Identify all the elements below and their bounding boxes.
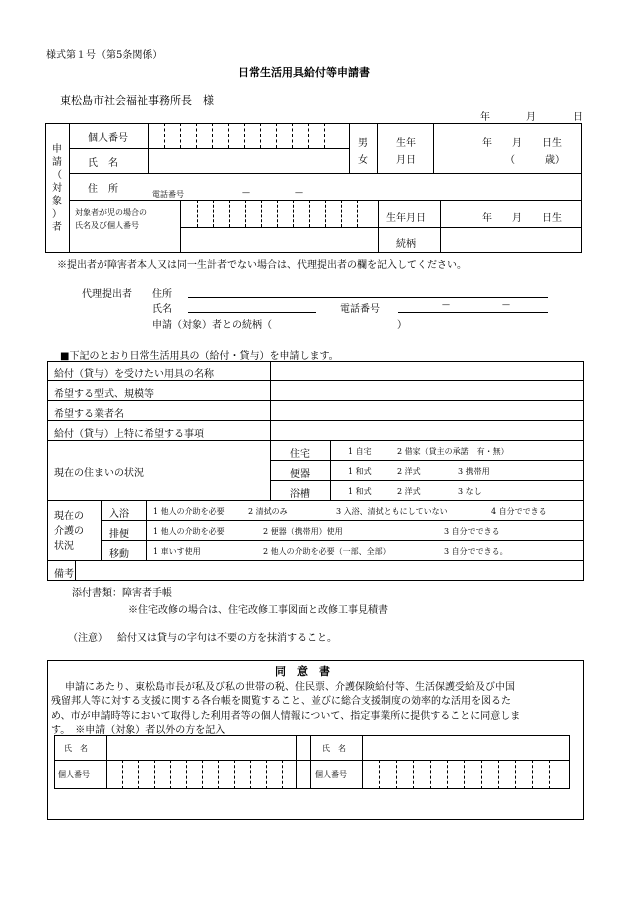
birth-ymd: 年 月 日生 <box>482 138 562 149</box>
care-label: 現在の 介護の 状況 <box>54 511 84 552</box>
request-intro: ■下記のとおり日常生活用具の（給付・貸与）を申請します。 <box>60 351 339 362</box>
page-title: 日常生活用具給付等申請書 <box>238 66 370 79</box>
consent-line-1: 申請にあたり、東松島市長が私及び私の世帯の税、住民票、介護保険給付等、生活保護受給及び中国 <box>65 682 515 693</box>
applicant-section-label: 申 請 （ 対 象 ） 者 <box>52 144 62 233</box>
consent-id-label-right: 個人番号 <box>315 770 347 779</box>
consent-name-label-right: 氏 名 <box>322 744 346 753</box>
residence-option[interactable]: 1 和式 <box>348 487 372 496</box>
attachments-line-2: ※住宅改修の場合は、住宅改修工事図面と改修工事見積書 <box>128 605 388 616</box>
proxy-note: ※提出者が障害者本人又は同一生計者でない場合は、代理提出者の欄を記入してください。 <box>57 260 467 271</box>
vendor-label: 希望する業者名 <box>54 409 124 420</box>
age-field: （ 歳） <box>505 155 565 166</box>
proxy-address-line[interactable] <box>188 297 548 298</box>
care-option[interactable]: 4 自分でできる <box>491 507 547 516</box>
consent-title: 同 意 書 <box>275 665 330 678</box>
model-label: 希望する型式、規模等 <box>54 389 154 400</box>
proxy-address-label: 住所 <box>152 289 172 300</box>
proxy-relation-close: ） <box>397 320 407 331</box>
residence-row-label: 浴槽 <box>290 489 310 500</box>
child-label-1: 対象者が児の場合の <box>75 208 147 217</box>
residence-option[interactable]: 2 洋式 <box>397 487 421 496</box>
care-option[interactable]: 3 自分でできる。 <box>444 547 508 556</box>
proxy-phone-sep-2: — <box>502 300 510 309</box>
addressee: 東松島市社会福祉事務所長 様 <box>60 94 214 107</box>
applicant-name-label: 氏 名 <box>88 158 118 169</box>
applicant-phone-label: 電話番号 <box>152 190 184 199</box>
applicant-phone-sep-2: — <box>295 188 303 197</box>
consent-name-label-left: 氏 名 <box>64 744 88 753</box>
child-birth-label: 生年月日 <box>386 213 426 224</box>
care-option[interactable]: 2 清拭のみ <box>248 507 288 516</box>
proxy-phone-sep-1: — <box>442 300 450 309</box>
applicant-address-label: 住 所 <box>88 184 118 195</box>
residence-option[interactable]: 3 なし <box>458 487 482 496</box>
residence-row-label: 便器 <box>290 469 310 480</box>
residence-option[interactable]: 3 携帯用 <box>458 467 490 476</box>
care-option[interactable]: 1 車いす使用 <box>153 547 201 556</box>
consent-line-3: め、市が申請時等において取得した利用者等の個人情報について、指定事業所に提供することに同意しま <box>51 711 521 722</box>
proxy-name-line[interactable] <box>188 312 316 313</box>
care-option[interactable]: 2 便器（携帯用）使用 <box>263 527 343 536</box>
birth-label-1: 生年 <box>396 138 416 149</box>
consent-line-2: 残留邦人等に対する支援に関する各台帳を閲覧すること、並びに総合支援制度の効率的な活用を図るた <box>51 696 511 707</box>
consent-line-4: す。 ※申請（対象）者以外の方を記入 <box>51 725 226 736</box>
care-option[interactable]: 2 他人の介助を必要（一部、全部） <box>263 547 391 556</box>
residence-option[interactable]: 2 洋式 <box>397 467 421 476</box>
residence-option[interactable]: 1 自宅 <box>348 447 372 456</box>
date-month-label: 月 <box>526 112 536 123</box>
care-row-label: 排便 <box>109 529 129 540</box>
caution-label: （注意） <box>68 633 108 644</box>
applicant-id-label: 個人番号 <box>88 133 128 144</box>
proxy-relation-label: 申請（対象）者との続柄（ <box>152 320 272 331</box>
residence-label: 現在の住まいの状況 <box>54 468 144 479</box>
remarks-label: 備考 <box>54 569 74 580</box>
care-option[interactable]: 1 他人の介助を必要 <box>153 527 225 536</box>
child-birth-ymd: 年 月 日生 <box>482 213 562 224</box>
notes-label: 給付（貸与）上特に希望する事項 <box>54 429 204 440</box>
consent-id-label-left: 個人番号 <box>58 770 90 779</box>
birth-label-2: 月日 <box>396 155 416 166</box>
proxy-name-label: 氏名 <box>152 304 172 315</box>
residence-row-label: 住宅 <box>290 449 310 460</box>
child-label-2: 氏名及び個人番号 <box>75 221 139 230</box>
tool-name-label: 給付（貸与）を受けたい用具の名称 <box>54 369 214 380</box>
residence-option[interactable]: 1 和式 <box>348 467 372 476</box>
care-option[interactable]: 1 他人の介助を必要 <box>153 507 225 516</box>
caution-text: 給付又は貸与の字句は不要の方を抹消すること。 <box>117 633 337 644</box>
applicant-phone-sep-1: — <box>242 188 250 197</box>
form-number: 様式第１号（第5条関係） <box>46 50 163 61</box>
date-year-label: 年 <box>480 112 490 123</box>
proxy-phone-label: 電話番号 <box>340 304 380 315</box>
attachments-line-1: 添付書類：障害者手帳 <box>72 588 172 599</box>
care-row-label: 入浴 <box>109 509 129 520</box>
relation-label: 続柄 <box>396 239 416 250</box>
proxy-label: 代理提出者 <box>82 289 132 300</box>
gender-female[interactable]: 女 <box>358 155 368 166</box>
date-day-label: 日 <box>573 112 583 123</box>
gender-male[interactable]: 男 <box>358 138 368 149</box>
care-row-label: 移動 <box>109 549 129 560</box>
care-option[interactable]: 3 自分でできる <box>444 527 500 536</box>
residence-option[interactable]: 2 借家（貸主の承諾 有・無） <box>397 447 509 456</box>
proxy-phone-line[interactable] <box>398 312 548 313</box>
care-option[interactable]: 3 入浴、清拭ともにしていない <box>336 507 448 516</box>
